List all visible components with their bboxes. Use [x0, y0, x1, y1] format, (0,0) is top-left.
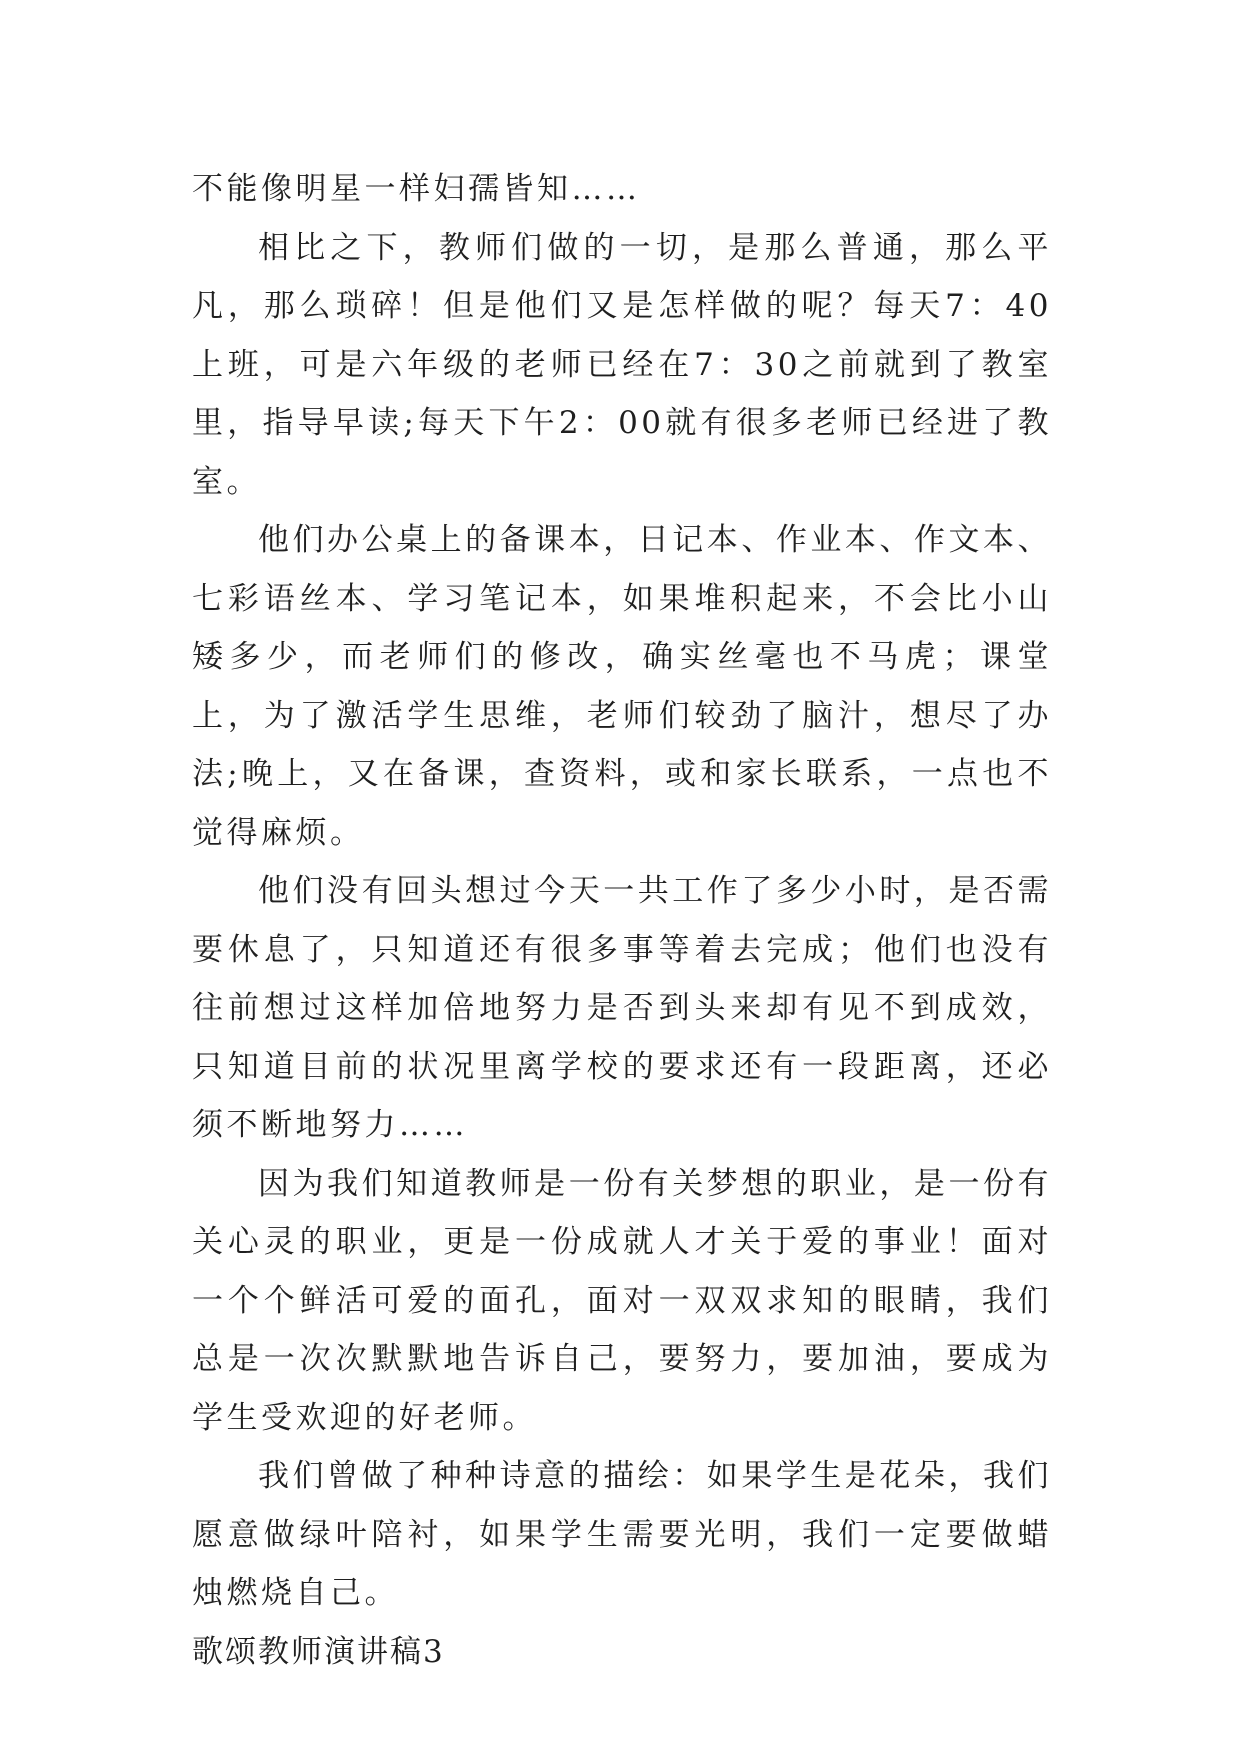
- section-heading: 歌颂教师演讲稿3: [192, 1633, 445, 1670]
- paragraph-4: 他们没有回头想过今天一共工作了多少小时，是否需要休息了，只知道还有很多事等着去完成；他们也没有往前想过这样加倍地努力是否到头来却有见不到成效，只知道目前的状况里离学校的要求还有一段距离，还必须不断地努力……: [192, 873, 1052, 1143]
- paragraph-5: 因为我们知道教师是一份有关梦想的职业，是一份有关心灵的职业，更是一份成就人才关于爱的事业！面对一个个鲜活可爱的面孔，面对一双双求知的眼睛，我们总是一次次默默地告诉自己，要努力，要加油，要成为学生受欢迎的好老师。: [192, 1165, 1052, 1436]
- paragraph-6: 我们曾做了种种诗意的描绘：如果学生是花朵，我们愿意做绿叶陪衬，如果学生需要光明，我们一定要做蜡烛燃烧自己。: [192, 1458, 1052, 1611]
- paragraph-2: 相比之下，教师们做的一切，是那么普通，那么平凡，那么琐碎！但是他们又是怎样做的呢？每天7：40上班，可是六年级的老师已经在7：30之前就到了教室里，指导早读;每天下午2：00就有很多老师已经进了教室。: [192, 229, 1052, 500]
- paragraph-1: 不能像明星一样妇孺皆知……: [192, 171, 641, 207]
- document-body: [192, 160, 1052, 1681]
- paragraph-3: 他们办公桌上的备课本，日记本、作业本、作文本、七彩语丝本、学习笔记本，如果堆积起来，不会比小山矮多少，而老师们的修改，确实丝毫也不马虎；课堂上，为了激活学生思维，老师们较劲了脑汁，想尽了办法;晚上，又在备课，查资料，或和家长联系，一点也不觉得麻烦。: [192, 522, 1052, 851]
